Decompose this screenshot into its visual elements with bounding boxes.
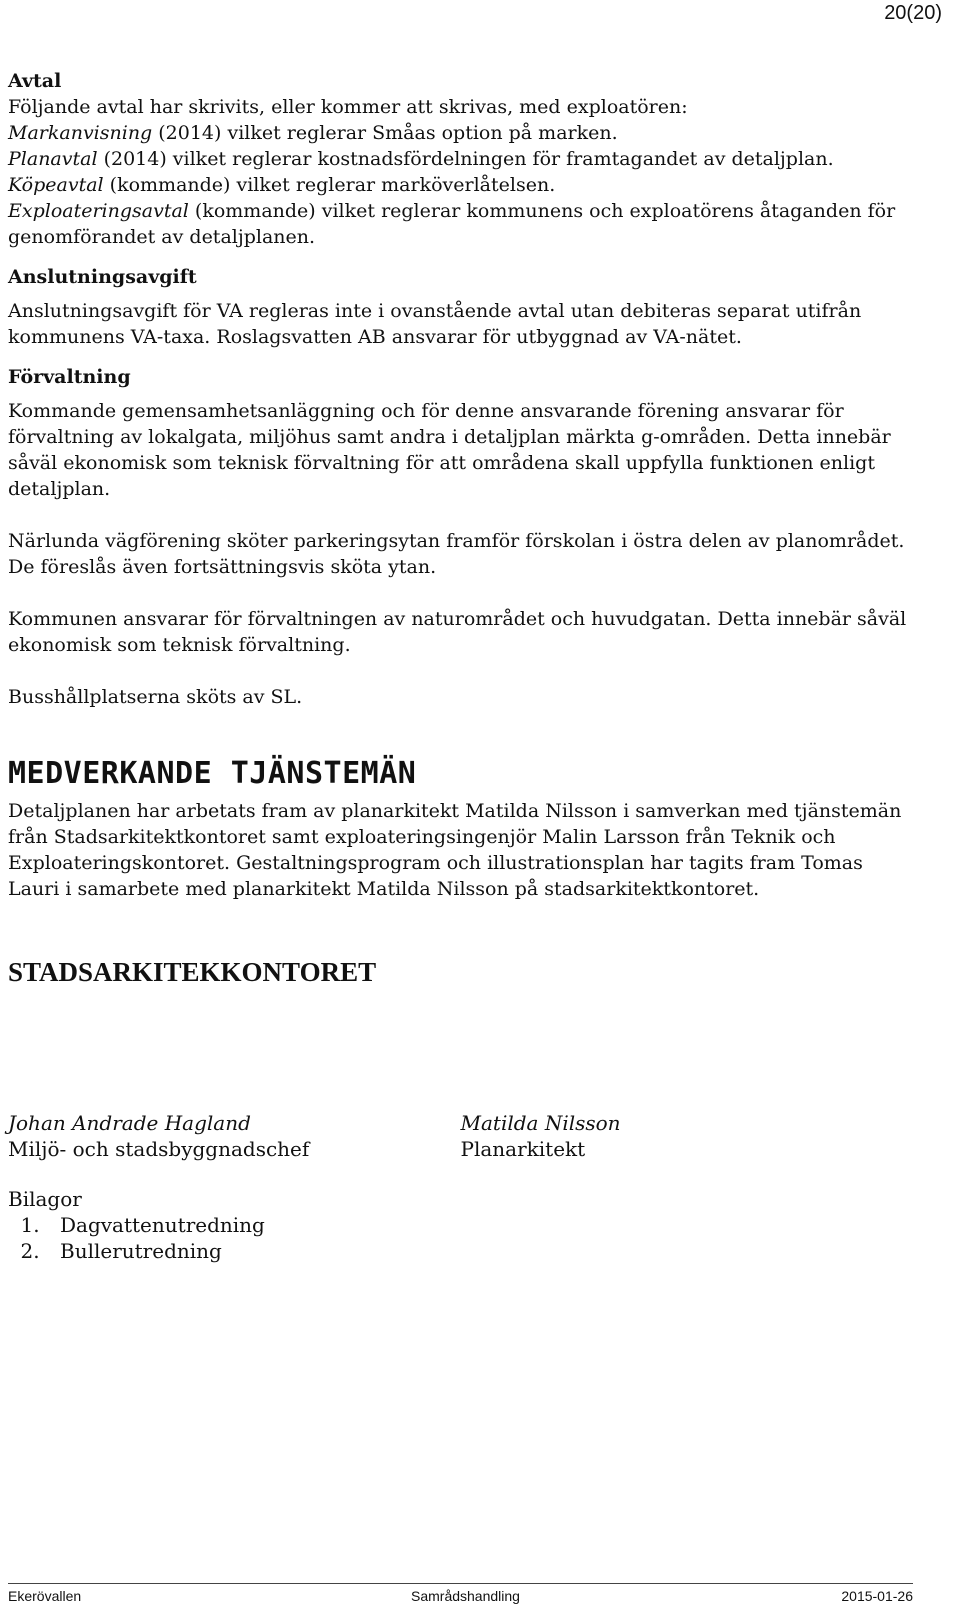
medverkande-text: Detaljplanen har arbetats fram av planarkitekt Matilda Nilsson i samverkan med tjänstemän från Stadsarkitektkontoret samt exploateringsingenjör Malin Larsson från Teknik och Exploateringskontoret. Gestaltningsprogram och illustrationsplan har tagits fram Tomas Lauri i samarbete med planarkitekt Matilda Nilsson på stadsarkitektkontoret. [8, 800, 902, 900]
signature [461, 1110, 914, 1162]
page-number: 20(20) [884, 2, 942, 24]
avtal-item-text: (kommande) vilket reglerar marköverlåtelsen. [103, 174, 556, 196]
avtal-item-name: Exploateringsavtal [8, 200, 189, 222]
footer-document-type: Samrådshandling [411, 1588, 520, 1604]
bilaga-item: 2. Bullerutredning [46, 1238, 913, 1264]
forvaltning-paragraph: Kommande gemensamhetsanläggning och för denne ansvarande förening ansvarar för förvaltning av lokalgata, miljöhus samt andra i detaljplan märkta g-områden. Detta innebär såväl ekonomisk som teknisk förvaltning för att områdena skall uppfylla funktionen enligt detaljplan. [8, 400, 891, 500]
signature-title: Miljö- och stadsbyggnadschef [8, 1137, 310, 1161]
avtal-item-text: (kommande) vilket reglerar kommunens och exploatörens åtaganden för genomförandet av detaljplanen. [8, 200, 896, 248]
avtal-item-name: Köpeavtal [8, 174, 104, 196]
avtal-item-name: Planavtal [8, 148, 98, 170]
anslutningsavgift-text: Anslutningsavgift för VA regleras inte i ovanstående avtal utan debiteras separat utifrån kommunens VA-taxa. Roslagsvatten AB ansvarar för utbyggnad av VA-nätet. [8, 300, 862, 348]
bilagor-list [8, 1212, 913, 1264]
signature [8, 1110, 461, 1162]
signature-title: Planarkitekt [460, 1137, 586, 1161]
forvaltning-heading: Förvaltning [8, 366, 131, 388]
document-body [8, 68, 913, 1264]
avtal-item-text: (2014) vilket reglerar Småas option på marken. [152, 122, 618, 144]
avtal-item [8, 120, 913, 146]
footer-divider [8, 1583, 913, 1584]
avtal-item [8, 146, 913, 172]
anslutningsavgift-heading: Anslutningsavgift [8, 266, 197, 288]
footer-date: 2015-01-26 [841, 1588, 913, 1604]
forvaltning-paragraph: Närlunda vägförening sköter parkeringsytan framför förskolan i östra delen av planområdet. De föreslås även fortsättningsvis sköta ytan. [8, 530, 905, 578]
avtal-item [8, 172, 913, 198]
office-heading: STADSARKITEKKONTORET [8, 957, 377, 987]
footer-project: Ekerövallen [8, 1588, 82, 1604]
avtal-item-text: (2014) vilket reglerar kostnadsfördelningen för framtagandet av detaljplan. [97, 148, 834, 170]
forvaltning-paragraph: Busshållplatserna sköts av SL. [8, 686, 303, 708]
bilagor-heading: Bilagor [8, 1187, 82, 1211]
forvaltning-paragraph: Kommunen ansvarar för förvaltningen av naturområdet och huvudgatan. Detta innebär såväl ekonomisk som teknisk förvaltning. [8, 608, 907, 656]
signature-block [8, 1110, 913, 1162]
signature-name: Johan Andrade Hagland [8, 1111, 251, 1135]
bilaga-item: 1. Dagvattenutredning [46, 1212, 913, 1238]
avtal-item [8, 198, 913, 250]
avtal-heading: Avtal [8, 70, 62, 92]
signature-name: Matilda Nilsson [460, 1111, 621, 1135]
avtal-intro: Följande avtal har skrivits, eller kommer att skrivas, med exploatören: [8, 96, 688, 118]
avtal-item-name: Markanvisning [8, 122, 153, 144]
medverkande-heading: MEDVERKANDE TJÄNSTEMÄN [8, 756, 417, 791]
